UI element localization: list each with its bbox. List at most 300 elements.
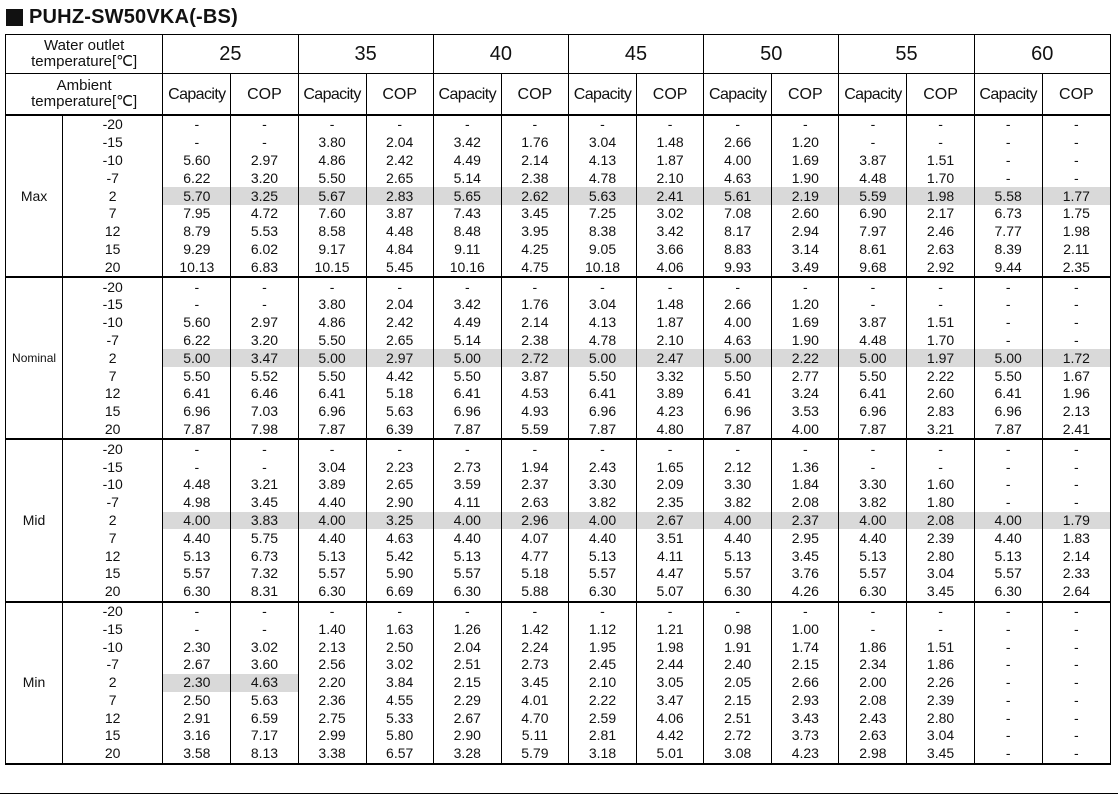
cop-cell: 3.02 xyxy=(637,205,704,223)
capacity-cell: 2.43 xyxy=(568,458,636,476)
cop-cell: 2.63 xyxy=(501,494,568,512)
capacity-cell: 3.58 xyxy=(163,745,231,764)
ambient-temp-cell: -7 xyxy=(63,169,163,187)
cop-cell: 2.26 xyxy=(907,674,974,692)
cop-cell: - xyxy=(637,277,704,296)
table-row xyxy=(6,602,1111,621)
cop-cell: - xyxy=(1042,476,1110,494)
cop-cell: 5.59 xyxy=(501,421,568,440)
capacity-cell: 6.41 xyxy=(163,385,231,403)
capacity-cell: 4.00 xyxy=(568,512,636,530)
cop-cell: 2.95 xyxy=(772,529,839,547)
capacity-cell: 1.40 xyxy=(298,620,366,638)
cop-cell: 3.83 xyxy=(231,512,298,530)
capacity-cell: 3.04 xyxy=(298,458,366,476)
cop-cell: - xyxy=(501,115,568,134)
capacity-cell: 2.67 xyxy=(163,656,231,674)
cop-cell: 1.83 xyxy=(1042,529,1110,547)
cop-cell: 1.21 xyxy=(637,620,704,638)
cop-cell: 4.93 xyxy=(501,403,568,421)
capacity-cell: 5.50 xyxy=(704,367,772,385)
cop-cell: - xyxy=(637,602,704,621)
cop-cell: 1.79 xyxy=(1042,512,1110,530)
table-row xyxy=(6,620,1111,638)
cop-cell: 1.98 xyxy=(637,638,704,656)
cop-cell: 2.65 xyxy=(366,332,433,350)
ambient-temp-cell: -20 xyxy=(63,602,163,621)
cop-cell: 4.25 xyxy=(501,241,568,259)
capacity-cell: 4.86 xyxy=(298,152,366,170)
capacity-cell: - xyxy=(433,439,501,458)
cop-cell: 5.42 xyxy=(366,547,433,565)
cop-cell: - xyxy=(1042,296,1110,314)
model-title: PUHZ-SW50VKA(-BS) xyxy=(29,5,238,28)
capacity-cell: 5.50 xyxy=(298,332,366,350)
table-row xyxy=(6,205,1111,223)
capacity-cell: - xyxy=(974,115,1042,134)
cop-cell: 3.24 xyxy=(772,385,839,403)
table-body xyxy=(6,115,1111,764)
cop-header: COP xyxy=(772,74,839,116)
capacity-cell: 10.16 xyxy=(433,258,501,277)
table-row xyxy=(6,296,1111,314)
capacity-cell: 6.30 xyxy=(163,583,231,602)
cop-cell: 1.48 xyxy=(637,134,704,152)
ambient-temp-cell: -15 xyxy=(63,620,163,638)
water-temp-header: 25 xyxy=(163,35,298,74)
capacity-cell: - xyxy=(163,602,231,621)
capacity-cell: 8.17 xyxy=(704,223,772,241)
capacity-cell: 5.60 xyxy=(163,152,231,170)
cop-cell: 2.22 xyxy=(907,367,974,385)
capacity-cell: 9.29 xyxy=(163,241,231,259)
cop-cell: 3.05 xyxy=(637,674,704,692)
capacity-cell: 6.22 xyxy=(163,169,231,187)
cop-cell: 2.66 xyxy=(772,674,839,692)
capacity-cell: 2.34 xyxy=(839,656,907,674)
cop-cell: 2.42 xyxy=(366,314,433,332)
cop-cell: 1.74 xyxy=(772,638,839,656)
cop-cell: - xyxy=(907,277,974,296)
ambient-temp-cell: -10 xyxy=(63,152,163,170)
table-row xyxy=(6,692,1111,710)
table-row xyxy=(6,367,1111,385)
ambient-temp-cell: 20 xyxy=(63,745,163,764)
cop-cell: 2.97 xyxy=(366,349,433,367)
cop-cell: 7.17 xyxy=(231,727,298,745)
cop-cell: 4.42 xyxy=(637,727,704,745)
capacity-cell: - xyxy=(974,620,1042,638)
capacity-cell: 4.40 xyxy=(974,529,1042,547)
capacity-cell: 5.50 xyxy=(568,367,636,385)
cop-cell: 4.26 xyxy=(772,583,839,602)
cop-cell: 3.42 xyxy=(637,223,704,241)
cop-cell: 5.07 xyxy=(637,583,704,602)
cop-cell: 5.79 xyxy=(501,745,568,764)
ambient-temp-cell: 12 xyxy=(63,385,163,403)
cop-cell: 4.53 xyxy=(501,385,568,403)
capacity-cell: 6.90 xyxy=(839,205,907,223)
capacity-cell: - xyxy=(298,439,366,458)
cop-cell: - xyxy=(501,277,568,296)
ambient-temp-cell: 7 xyxy=(63,529,163,547)
capacity-cell: 6.41 xyxy=(839,385,907,403)
capacity-cell: 5.57 xyxy=(704,565,772,583)
table-row xyxy=(6,332,1111,350)
cop-cell: 3.51 xyxy=(637,529,704,547)
capacity-cell: - xyxy=(974,656,1042,674)
ambient-temp-cell: 2 xyxy=(63,349,163,367)
capacity-header: Capacity xyxy=(163,74,231,116)
cop-cell: 7.32 xyxy=(231,565,298,583)
cop-cell: 3.04 xyxy=(907,727,974,745)
cop-cell: 2.22 xyxy=(772,349,839,367)
capacity-cell: 2.81 xyxy=(568,727,636,745)
sub-header-row xyxy=(6,74,1111,116)
capacity-cell: - xyxy=(163,277,231,296)
capacity-cell: - xyxy=(974,476,1042,494)
table-row xyxy=(6,512,1111,530)
cop-cell: 1.77 xyxy=(1042,187,1110,205)
capacity-cell: 5.00 xyxy=(163,349,231,367)
capacity-cell: 6.96 xyxy=(298,403,366,421)
cop-cell: 4.48 xyxy=(366,223,433,241)
cop-cell: 1.87 xyxy=(637,314,704,332)
capacity-cell: 8.61 xyxy=(839,241,907,259)
capacity-cell: - xyxy=(568,115,636,134)
capacity-cell: 5.57 xyxy=(568,565,636,583)
table-row xyxy=(6,656,1111,674)
cop-cell: - xyxy=(907,458,974,476)
cop-cell: 1.90 xyxy=(772,332,839,350)
capacity-cell: 2.51 xyxy=(433,656,501,674)
capacity-cell: 1.91 xyxy=(704,638,772,656)
capacity-cell: 5.67 xyxy=(298,187,366,205)
performance-table xyxy=(5,34,1111,765)
capacity-cell: 4.13 xyxy=(568,152,636,170)
capacity-cell: 7.97 xyxy=(839,223,907,241)
capacity-cell: 5.65 xyxy=(433,187,501,205)
cop-cell: 2.11 xyxy=(1042,241,1110,259)
cop-cell: 1.76 xyxy=(501,134,568,152)
capacity-cell: - xyxy=(163,134,231,152)
cop-cell: 2.04 xyxy=(366,134,433,152)
capacity-cell: - xyxy=(974,296,1042,314)
cop-cell: 3.43 xyxy=(772,709,839,727)
capacity-cell: 3.42 xyxy=(433,296,501,314)
cop-cell: - xyxy=(366,115,433,134)
capacity-cell: 10.13 xyxy=(163,258,231,277)
cop-cell: 2.60 xyxy=(772,205,839,223)
cop-cell: - xyxy=(772,439,839,458)
capacity-cell: 3.87 xyxy=(839,152,907,170)
capacity-cell: - xyxy=(433,115,501,134)
cop-cell: 4.42 xyxy=(366,367,433,385)
capacity-cell: - xyxy=(433,277,501,296)
capacity-cell: 4.63 xyxy=(704,332,772,350)
capacity-cell: 4.40 xyxy=(298,529,366,547)
cop-cell: 3.95 xyxy=(501,223,568,241)
cop-cell: - xyxy=(1042,332,1110,350)
cop-cell: 6.83 xyxy=(231,258,298,277)
cop-cell: - xyxy=(366,439,433,458)
cop-cell: 1.75 xyxy=(1042,205,1110,223)
cop-cell: 2.38 xyxy=(501,332,568,350)
cop-cell: 2.37 xyxy=(772,512,839,530)
cop-cell: 7.98 xyxy=(231,421,298,440)
cop-cell: 1.94 xyxy=(501,458,568,476)
cop-cell: 1.84 xyxy=(772,476,839,494)
table-row xyxy=(6,403,1111,421)
cop-cell: 5.11 xyxy=(501,727,568,745)
capacity-cell: - xyxy=(974,134,1042,152)
ambient-temp-cell: 20 xyxy=(63,421,163,440)
cop-cell: 1.20 xyxy=(772,296,839,314)
capacity-cell: 4.98 xyxy=(163,494,231,512)
cop-cell: - xyxy=(907,115,974,134)
capacity-cell: - xyxy=(163,296,231,314)
capacity-cell: - xyxy=(839,439,907,458)
cop-cell: 2.80 xyxy=(907,547,974,565)
table-row xyxy=(6,349,1111,367)
cop-cell: 5.63 xyxy=(366,403,433,421)
capacity-cell: 4.00 xyxy=(433,512,501,530)
capacity-cell: 4.40 xyxy=(839,529,907,547)
table-row xyxy=(6,439,1111,458)
capacity-cell: 5.13 xyxy=(704,547,772,565)
capacity-cell: 7.08 xyxy=(704,205,772,223)
ambient-temp-cell: -7 xyxy=(63,494,163,512)
capacity-cell: 6.30 xyxy=(974,583,1042,602)
capacity-cell: 6.73 xyxy=(974,205,1042,223)
capacity-cell: 5.00 xyxy=(298,349,366,367)
cop-cell: 4.11 xyxy=(637,547,704,565)
capacity-cell: - xyxy=(974,494,1042,512)
cop-cell: 1.60 xyxy=(907,476,974,494)
cop-cell: 2.15 xyxy=(772,656,839,674)
capacity-cell: 5.14 xyxy=(433,332,501,350)
water-temp-header: 50 xyxy=(704,35,839,74)
cop-cell: 1.51 xyxy=(907,638,974,656)
capacity-cell: 3.80 xyxy=(298,296,366,314)
capacity-cell: 2.22 xyxy=(568,692,636,710)
capacity-cell: 2.91 xyxy=(163,709,231,727)
cop-cell: - xyxy=(231,115,298,134)
capacity-cell: 6.41 xyxy=(298,385,366,403)
cop-cell: 4.77 xyxy=(501,547,568,565)
cop-cell: 3.14 xyxy=(772,241,839,259)
cop-cell: - xyxy=(1042,314,1110,332)
ambient-temp-cell: 20 xyxy=(63,583,163,602)
capacity-cell: 4.49 xyxy=(433,314,501,332)
capacity-cell: 6.30 xyxy=(704,583,772,602)
table-row xyxy=(6,169,1111,187)
capacity-cell: - xyxy=(704,439,772,458)
capacity-cell: 5.13 xyxy=(298,547,366,565)
cop-cell: 6.69 xyxy=(366,583,433,602)
cop-cell: 2.46 xyxy=(907,223,974,241)
capacity-cell: 2.66 xyxy=(704,296,772,314)
capacity-cell: 7.25 xyxy=(568,205,636,223)
table-row xyxy=(6,385,1111,403)
cop-cell: 4.72 xyxy=(231,205,298,223)
capacity-cell: 4.78 xyxy=(568,332,636,350)
cop-cell: 2.41 xyxy=(1042,421,1110,440)
capacity-cell: 2.40 xyxy=(704,656,772,674)
cop-cell: 6.46 xyxy=(231,385,298,403)
capacity-cell: 4.48 xyxy=(163,476,231,494)
capacity-cell: 4.78 xyxy=(568,169,636,187)
cop-cell: 1.36 xyxy=(772,458,839,476)
cop-cell: 2.38 xyxy=(501,169,568,187)
capacity-cell: - xyxy=(163,115,231,134)
capacity-cell: - xyxy=(839,277,907,296)
water-temp-header: 55 xyxy=(839,35,974,74)
capacity-cell: 1.95 xyxy=(568,638,636,656)
capacity-cell: 1.26 xyxy=(433,620,501,638)
capacity-cell: 5.50 xyxy=(163,367,231,385)
capacity-cell: 8.83 xyxy=(704,241,772,259)
cop-cell: 1.98 xyxy=(1042,223,1110,241)
capacity-cell: 5.13 xyxy=(163,547,231,565)
capacity-cell: 7.87 xyxy=(568,421,636,440)
cop-cell: 4.63 xyxy=(231,674,298,692)
capacity-cell: 5.13 xyxy=(839,547,907,565)
cop-cell: 4.47 xyxy=(637,565,704,583)
capacity-cell: - xyxy=(974,277,1042,296)
capacity-cell: 2.99 xyxy=(298,727,366,745)
capacity-cell: 2.75 xyxy=(298,709,366,727)
capacity-cell: 5.50 xyxy=(298,367,366,385)
cop-cell: 1.70 xyxy=(907,332,974,350)
cop-header: COP xyxy=(231,74,298,116)
ambient-temp-cell: 2 xyxy=(63,187,163,205)
capacity-cell: 3.87 xyxy=(839,314,907,332)
capacity-cell: 8.48 xyxy=(433,223,501,241)
cop-cell: 3.84 xyxy=(366,674,433,692)
table-row xyxy=(6,187,1111,205)
condition-group-label: Mid xyxy=(6,439,63,601)
cop-cell: - xyxy=(231,134,298,152)
capacity-cell: 3.30 xyxy=(568,476,636,494)
capacity-cell: - xyxy=(974,439,1042,458)
cop-cell: 3.20 xyxy=(231,332,298,350)
cop-cell: 1.42 xyxy=(501,620,568,638)
cop-cell: - xyxy=(501,439,568,458)
capacity-cell: 2.15 xyxy=(433,674,501,692)
capacity-header: Capacity xyxy=(704,74,772,116)
cop-cell: 5.45 xyxy=(366,258,433,277)
cop-cell: 2.90 xyxy=(366,494,433,512)
capacity-cell: 5.58 xyxy=(974,187,1042,205)
cop-cell: - xyxy=(501,602,568,621)
cop-cell: 2.19 xyxy=(772,187,839,205)
capacity-cell: 7.87 xyxy=(974,421,1042,440)
capacity-cell: - xyxy=(974,458,1042,476)
capacity-cell: - xyxy=(433,602,501,621)
capacity-cell: 5.50 xyxy=(298,169,366,187)
capacity-cell: 4.40 xyxy=(568,529,636,547)
cop-cell: 3.47 xyxy=(637,692,704,710)
cop-cell: 5.80 xyxy=(366,727,433,745)
cop-cell: 6.39 xyxy=(366,421,433,440)
capacity-cell: 3.28 xyxy=(433,745,501,764)
capacity-cell: 2.13 xyxy=(298,638,366,656)
capacity-cell: - xyxy=(298,115,366,134)
capacity-cell: 8.79 xyxy=(163,223,231,241)
water-outlet-label: Water outlet temperature[℃] xyxy=(6,35,163,74)
capacity-cell: 3.82 xyxy=(704,494,772,512)
capacity-cell: 2.72 xyxy=(704,727,772,745)
cop-cell: 5.18 xyxy=(366,385,433,403)
cop-cell: 1.51 xyxy=(907,314,974,332)
cop-cell: 2.37 xyxy=(501,476,568,494)
capacity-cell: - xyxy=(974,745,1042,764)
capacity-cell: 0.98 xyxy=(704,620,772,638)
capacity-cell: - xyxy=(839,458,907,476)
ambient-temp-cell: 12 xyxy=(63,547,163,565)
water-temp-header: 45 xyxy=(568,35,703,74)
cop-cell: 3.21 xyxy=(907,421,974,440)
capacity-cell: - xyxy=(163,458,231,476)
capacity-cell: 5.61 xyxy=(704,187,772,205)
capacity-cell: 2.36 xyxy=(298,692,366,710)
cop-cell: - xyxy=(366,277,433,296)
cop-cell: 5.63 xyxy=(231,692,298,710)
cop-cell: 1.86 xyxy=(907,656,974,674)
table-row xyxy=(6,638,1111,656)
capacity-cell: 2.00 xyxy=(839,674,907,692)
capacity-cell: - xyxy=(839,134,907,152)
cop-cell: - xyxy=(1042,277,1110,296)
ambient-temp-cell: 7 xyxy=(63,367,163,385)
capacity-cell: 3.82 xyxy=(568,494,636,512)
capacity-cell: - xyxy=(839,296,907,314)
ambient-temp-cell: 12 xyxy=(63,223,163,241)
capacity-cell: 2.30 xyxy=(163,674,231,692)
cop-cell: - xyxy=(907,602,974,621)
cop-cell: 1.20 xyxy=(772,134,839,152)
table-row xyxy=(6,421,1111,440)
cop-cell: 5.53 xyxy=(231,223,298,241)
capacity-cell: 2.63 xyxy=(839,727,907,745)
cop-cell: - xyxy=(366,602,433,621)
table-row xyxy=(6,494,1111,512)
cop-cell: 1.70 xyxy=(907,169,974,187)
cop-cell: 1.87 xyxy=(637,152,704,170)
capacity-cell: 4.13 xyxy=(568,314,636,332)
capacity-cell: 4.40 xyxy=(704,529,772,547)
capacity-cell: 4.40 xyxy=(433,529,501,547)
capacity-cell: 5.00 xyxy=(704,349,772,367)
cop-cell: 8.13 xyxy=(231,745,298,764)
water-temp-header: 40 xyxy=(433,35,568,74)
cop-header: COP xyxy=(501,74,568,116)
capacity-cell: 3.38 xyxy=(298,745,366,764)
cop-cell: - xyxy=(231,620,298,638)
table-row xyxy=(6,134,1111,152)
cop-cell: 3.76 xyxy=(772,565,839,583)
capacity-cell: 10.18 xyxy=(568,258,636,277)
cop-cell: 2.63 xyxy=(907,241,974,259)
cop-cell: 1.00 xyxy=(772,620,839,638)
capacity-cell: - xyxy=(163,620,231,638)
cop-cell: 3.60 xyxy=(231,656,298,674)
cop-cell: - xyxy=(1042,620,1110,638)
cop-cell: - xyxy=(907,620,974,638)
cop-cell: 7.03 xyxy=(231,403,298,421)
cop-cell: 2.23 xyxy=(366,458,433,476)
